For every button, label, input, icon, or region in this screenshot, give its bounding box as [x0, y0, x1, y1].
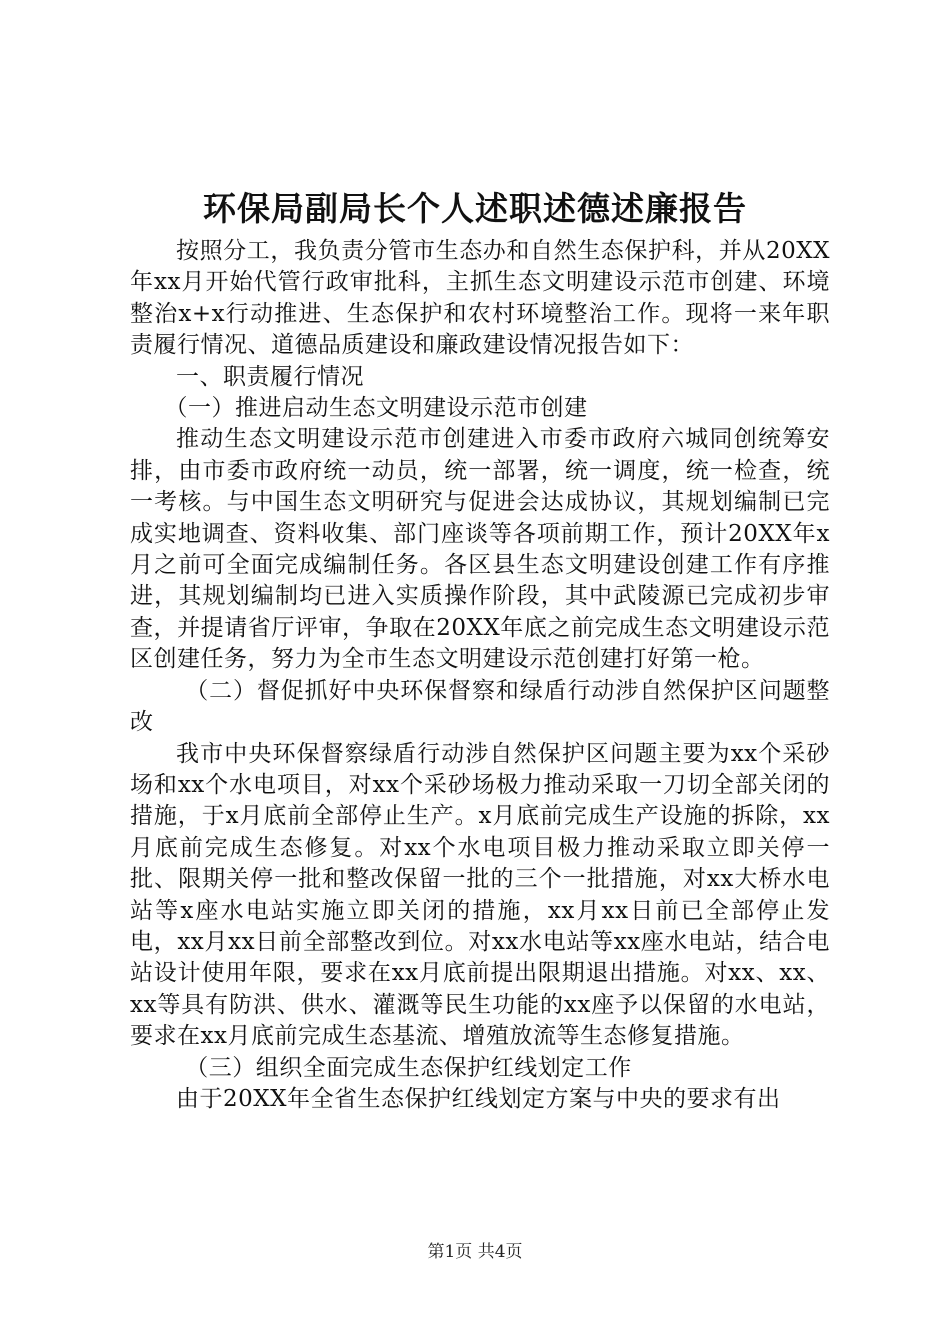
body-paragraph-3: 由于20XX年全省生态保护红线划定方案与中央的要求有出 — [176, 1085, 781, 1112]
body-paragraph-2: 我市中央环保督察绿盾行动涉自然保护区问题主要为xx个采砂场和xx个水电项目，对xx个采砂场极力推动采取一刀切全部关闭的措施，于x月底前全部停止生产。x月底前完成生产设施的拆除，xx月底前完成生态修复。对xx个水电项目极力推动采取立即关停一批、限期关停一批和整改保留一批的三个一批措施，对xx大桥水电站等x座水电站实施立即关闭的措施，xx月xx日前已全部停止发电，xx月xx日前全部整改到位。对xx水电站等xx座水电站，结合电站设计使用年限，要求在xx月底前提出限期退出措施。对xx、xx、xx等具有防洪、供水、灌溉等民生功能的xx座予以保留的水电站，要求在xx月底前完成生态基流、增殖放流等生态修复措施。 — [130, 740, 830, 1050]
document-title: 环保局副局长个人述职述德述廉报告 — [203, 189, 747, 228]
intro-paragraph: 按照分工，我负责分管市生态办和自然生态保护科，并从20XX年xx月开始代管行政审批科，主抓生态文明建设示范市创建、环境整治x+x行动推进、生态保护和农村环境整治工作。现将一来年职责履行情况、道德品质建设和廉政建设情况报告如下： — [130, 238, 830, 359]
page-footer: 第1页 共4页 — [427, 1242, 523, 1262]
subsection-heading-2: （二）督促抓好中央环保督察和绿盾行动涉自然保护区问题整改 — [130, 677, 830, 736]
document-body — [130, 236, 830, 1115]
subsection-heading-3: （三）组织全面完成生态保护红线划定工作 — [185, 1054, 632, 1081]
subsection-heading-1: （一）推进启动生态文明建设示范市创建 — [164, 395, 588, 422]
section-heading-1: 一、职责履行情况 — [176, 363, 364, 390]
body-paragraph-1: 推动生态文明建设示范市创建进入市委市政府六城同创统筹安排，由市委市政府统一动员，统一部署，统一调度，统一检查，统一考核。与中国生态文明研究与促进会达成协议，其规划编制已完成实地调查、资料收集、部门座谈等各项前期工作，预计20XX年x月之前可全面完成编制任务。各区县生态文明建设创建工作有序推进，其规划编制均已进入实质操作阶段，其中武陵源已完成初步审查，并提请省厅评审，争取在20XX年底之前完成生态文明建设示范区创建任务，努力为全市生态文明建设示范创建打好第一枪。 — [130, 426, 830, 673]
